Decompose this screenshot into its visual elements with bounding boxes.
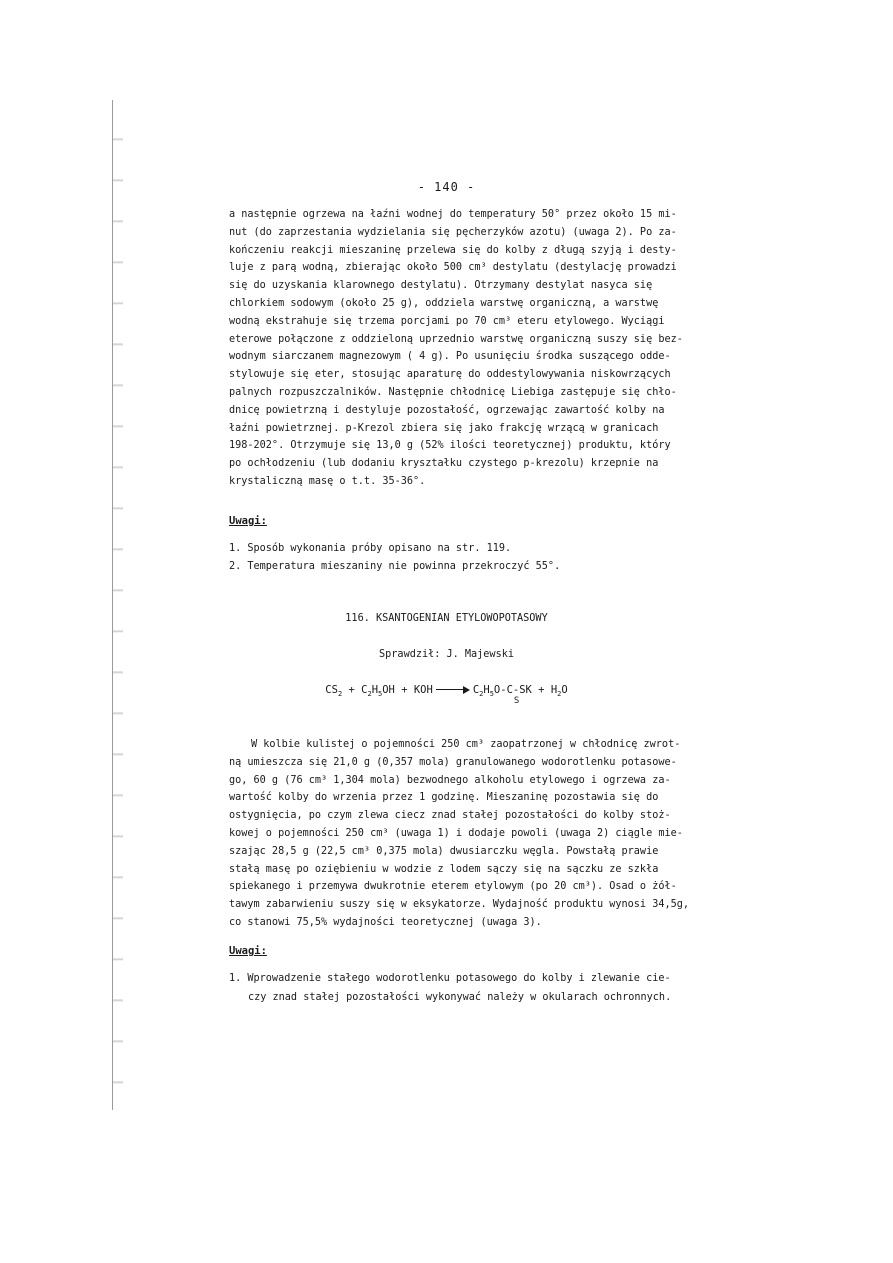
- subscript: 5: [489, 690, 494, 699]
- text-line: eterowe połączone z oddzieloną uprzednio warstwę organiczną suszy się bez-: [229, 333, 683, 345]
- text-line: go, 60 g (76 cm³ 1,304 mola) bezwodnego alkoholu etylowego i ogrzewa za-: [229, 774, 671, 786]
- formula-cs2: CS: [325, 684, 338, 696]
- formula-xanthate-group: [493, 684, 532, 706]
- procedure-paragraph: [229, 736, 757, 932]
- text-line: a następnie ogrzewa na łaźni wodnej do temperatury 50° przez około 15 mi-: [229, 209, 677, 220]
- reaction-equation: [0, 684, 893, 706]
- subscript: 5: [378, 690, 383, 699]
- section-title: 116. KSANTOGENIAN ETYLOWOPOTASOWY: [345, 613, 548, 624]
- text-line: W kolbie kulistej o pojemności 250 cm³ zaopatrzonej w chłodnicę zwrot-: [251, 739, 681, 750]
- note-item: 1. Sposób wykonania próby opisano na str. 119.: [229, 543, 512, 554]
- text-line: spiekanego i przemywa dwukrotnie eterem etylowym (po 20 cm³). Osad o żół-: [229, 881, 677, 893]
- checked-by: Sprawdził: J. Majewski: [379, 649, 514, 660]
- text-line: kowej o pojemności 250 cm³ (uwaga 1) i dodaje powoli (uwaga 2) ciągle mie-: [229, 827, 683, 839]
- formula-koh: KOH: [413, 684, 433, 696]
- plus-sign: +: [342, 684, 362, 696]
- notes-heading: Uwagi:: [229, 945, 267, 957]
- plus-sign: +: [394, 684, 414, 696]
- text-line: się do uzyskania klarownego destylatu). Otrzymany destylat nasyca się: [229, 280, 653, 292]
- text-line: luje z parą wodną, zbierając około 500 cm³ destylatu (destylację prowadzi: [229, 262, 677, 274]
- text-line: wodną ekstrahuje się trzema porcjami po 70 cm³ eteru etylowego. Wyciągi: [229, 315, 665, 327]
- note-item-continued: czy znad stałej pozostałości wykonywać należy w okularach ochronnych.: [248, 992, 672, 1003]
- formula-water: H: [550, 684, 558, 696]
- formula-water: O: [561, 684, 568, 696]
- subscript: 2: [367, 690, 372, 699]
- formula-ethanol: OH: [382, 684, 395, 696]
- text-line: wartość kolby do wrzenia przez 1 godzinę. Mieszaninę pozostawia się do: [229, 792, 659, 804]
- text-line: stałą masę po oziębieniu w wodzie z lodem sączy się na sączku ze szkła: [229, 863, 659, 875]
- text-line: łaźni powietrznej. p-Krezol zbiera się jako frakcję wrzącą w granicach: [229, 422, 659, 434]
- page-number: - 140 -: [417, 180, 476, 194]
- text-line: co stanowi 75,5% wydajności teoretycznej (uwaga 3).: [229, 916, 542, 928]
- text-line: stylowuje się eter, stosując aparaturę do oddestylowywania niskowrzących: [229, 369, 671, 381]
- text-line: szając 28,5 g (22,5 cm³ 0,375 mola) dwusiarczku węgla. Powstałą prawie: [229, 845, 659, 857]
- note-item: 1. Wprowadzenie stałego wodorotlenku potasowego do kolby i zlewanie cie-: [229, 973, 671, 984]
- text-line: chlorkiem sodowym (około 25 g), oddziela warstwę organiczną, a warstwę: [229, 297, 659, 309]
- text-line: palnych rozpuszczalników. Następnie chłodnicę Liebiga zastępuje się chło-: [229, 386, 677, 398]
- text-line: nut (do zaprzestania wydzielania się pęcherzyków azotu) (uwaga 2). Po za-: [229, 226, 677, 238]
- text-line: krystaliczną masę o t.t. 35-36°.: [229, 475, 426, 487]
- scan-binding-edge: [112, 100, 123, 1110]
- formula-ethanol: C: [361, 684, 368, 696]
- text-line: po ochłodzeniu (lub dodaniu kryształku czystego p-krezolu) krzepnie na: [229, 458, 659, 470]
- note-item: 2. Temperatura mieszaniny nie powinna przekroczyć 55°.: [229, 561, 561, 572]
- text-line: ną umieszcza się 21,0 g (0,357 mola) granulowanego wodorotlenku potasowe-: [229, 756, 677, 768]
- subscript: 2: [557, 690, 562, 699]
- formula-xanthate: C: [472, 684, 480, 696]
- text-line: ostygnięcia, po czym zlewa ciecz znad stałej pozostałości do kolby stoż-: [229, 810, 671, 822]
- text-line: wodnym siarczanem magnezowym ( 4 g). Po usunięciu środka suszącego odde-: [229, 351, 671, 363]
- formula-xanthate: H: [483, 684, 490, 696]
- formula-xanthate: O-C-SK: [493, 684, 532, 696]
- thiocarbonyl-sulfur: S: [513, 696, 520, 706]
- plus-sign: +: [531, 684, 551, 696]
- text-line: 198-202°. Otrzymuje się 13,0 g (52% ilości teoretycznej) produktu, który: [229, 440, 671, 452]
- text-line: kończeniu reakcji mieszaninę przelewa się do kolby z długą szyją i desty-: [229, 244, 677, 256]
- text-line: tawym zabarwieniu suszy się w eksykatorze. Wydajność produktu wynosi 34,5g,: [229, 899, 690, 911]
- subscript: 2: [479, 690, 484, 699]
- text-line: dnicę powietrzną i destyluje pozostałość, ogrzewając zawartość kolby na: [229, 404, 665, 416]
- reaction-arrow-icon: [436, 686, 470, 694]
- intro-paragraph: [229, 206, 757, 491]
- subscript: 2: [337, 690, 343, 699]
- notes-heading: Uwagi:: [229, 515, 267, 527]
- formula-ethanol: H: [371, 684, 379, 696]
